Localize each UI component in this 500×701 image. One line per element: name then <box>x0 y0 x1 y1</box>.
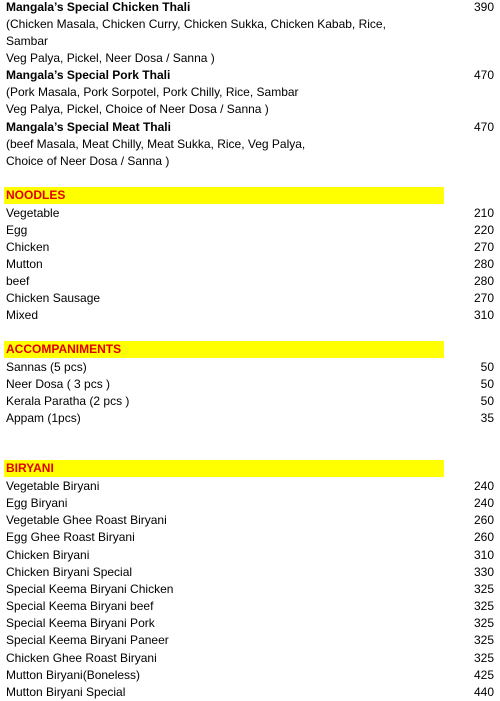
item-name: Neer Dosa ( 3 pcs ) <box>6 377 111 391</box>
section-title: NOODLES <box>6 188 66 202</box>
dish-description: (Chicken Masala, Chicken Curry, Chicken Sukka, Chicken Kabab, Rice, <box>6 17 386 31</box>
menu-item-row <box>6 512 494 529</box>
section-title: ACCOMPANIMENTS <box>6 342 122 356</box>
menu-item-row <box>6 256 494 273</box>
dish-description: (Pork Masala, Pork Sorpotel, Pork Chilly, Rice, Sambar <box>6 85 299 99</box>
item-price: 280 <box>473 274 494 288</box>
menu-item-row <box>6 307 494 324</box>
item-price: 310 <box>473 548 494 562</box>
item-price: 325 <box>473 616 494 630</box>
item-price: 260 <box>473 530 494 544</box>
menu-item-row <box>6 667 494 684</box>
menu-item-row <box>6 359 494 376</box>
item-price: 310 <box>473 308 494 322</box>
item-name: Kerala Paratha (2 pcs ) <box>6 394 130 408</box>
item-price: 35 <box>480 411 494 425</box>
item-price: 280 <box>473 257 494 271</box>
item-price: 440 <box>473 685 494 699</box>
item-price: 325 <box>473 633 494 647</box>
item-price: 270 <box>473 240 494 254</box>
item-name: beef <box>6 274 30 288</box>
item-name: Vegetable Biryani <box>6 479 100 493</box>
menu-item-row <box>6 376 494 393</box>
item-name: Special Keema Biryani Chicken <box>6 582 174 596</box>
item-price: 240 <box>473 479 494 493</box>
thali-chicken-row <box>6 0 494 16</box>
item-price: 330 <box>473 565 494 579</box>
menu-item-row <box>6 495 494 512</box>
thali-meat-row <box>6 119 494 136</box>
item-price: 260 <box>473 513 494 527</box>
menu-item-row <box>6 273 494 290</box>
item-name: Special Keema Biryani beef <box>6 599 154 613</box>
menu-item-row <box>6 290 494 307</box>
dish-price: 470 <box>473 68 494 82</box>
item-price: 425 <box>473 668 494 682</box>
item-price: 270 <box>473 291 494 305</box>
menu-item-row <box>6 684 494 701</box>
section-header-noodles <box>4 187 444 204</box>
item-price: 50 <box>480 360 494 374</box>
item-name: Egg <box>6 223 28 237</box>
item-price: 325 <box>473 651 494 665</box>
dish-price: 470 <box>473 120 494 134</box>
menu-item-row <box>6 615 494 632</box>
item-name: Chicken Biryani <box>6 548 90 562</box>
item-name: Mixed <box>6 308 39 322</box>
item-name: Chicken Ghee Roast Biryani <box>6 651 157 665</box>
menu-item-row <box>6 239 494 256</box>
dish-description: Sambar <box>6 34 49 48</box>
dish-name: Mangala’s Special Chicken Thali <box>6 0 191 14</box>
menu-item-row <box>6 393 494 410</box>
dish-description: (beef Masala, Meat Chilly, Meat Sukka, Rice, Veg Palya, <box>6 137 306 151</box>
item-name: Chicken Biryani Special <box>6 565 133 579</box>
menu-item-row <box>6 222 494 239</box>
item-price: 220 <box>473 223 494 237</box>
item-name: Appam (1pcs) <box>6 411 81 425</box>
item-name: Egg Ghee Roast Biryani <box>6 530 135 544</box>
menu-item-row <box>6 529 494 546</box>
item-name: Chicken <box>6 240 50 254</box>
item-name: Special Keema Biryani Pork <box>6 616 155 630</box>
menu-item-row <box>6 410 494 427</box>
item-name: Special Keema Biryani Paneer <box>6 633 169 647</box>
section-header-biryani <box>4 460 444 477</box>
thali-pork-row <box>6 67 494 84</box>
section-header-accompaniments <box>4 341 444 358</box>
menu-item-row <box>6 547 494 564</box>
item-name: Sannas (5 pcs) <box>6 360 87 374</box>
menu-item-row <box>6 205 494 222</box>
dish-description: Veg Palya, Pickel, Choice of Neer Dosa / Sanna ) <box>6 102 269 116</box>
menu-item-row <box>6 478 494 495</box>
menu-item-row <box>6 650 494 667</box>
dish-description: Veg Palya, Pickel, Neer Dosa / Sanna ) <box>6 51 215 65</box>
menu-item-row <box>6 581 494 598</box>
dish-name: Mangala’s Special Meat Thali <box>6 120 171 134</box>
item-name: Mutton Biryani Special <box>6 685 126 699</box>
menu-item-row <box>6 632 494 649</box>
item-price: 50 <box>480 394 494 408</box>
item-name: Chicken Sausage <box>6 291 101 305</box>
dish-price: 390 <box>473 0 494 14</box>
item-name: Mutton Biryani(Boneless) <box>6 668 141 682</box>
item-price: 210 <box>473 206 494 220</box>
item-price: 240 <box>473 496 494 510</box>
item-price: 325 <box>473 599 494 613</box>
item-price: 50 <box>480 377 494 391</box>
item-name: Mutton <box>6 257 43 271</box>
item-price: 325 <box>473 582 494 596</box>
menu-item-row <box>6 564 494 581</box>
dish-description: Choice of Neer Dosa / Sanna ) <box>6 154 170 168</box>
section-title: BIRYANI <box>6 461 54 475</box>
menu-item-row <box>6 598 494 615</box>
item-name: Egg Biryani <box>6 496 68 510</box>
item-name: Vegetable Ghee Roast Biryani <box>6 513 167 527</box>
dish-name: Mangala’s Special Pork Thali <box>6 68 171 82</box>
item-name: Vegetable <box>6 206 60 220</box>
